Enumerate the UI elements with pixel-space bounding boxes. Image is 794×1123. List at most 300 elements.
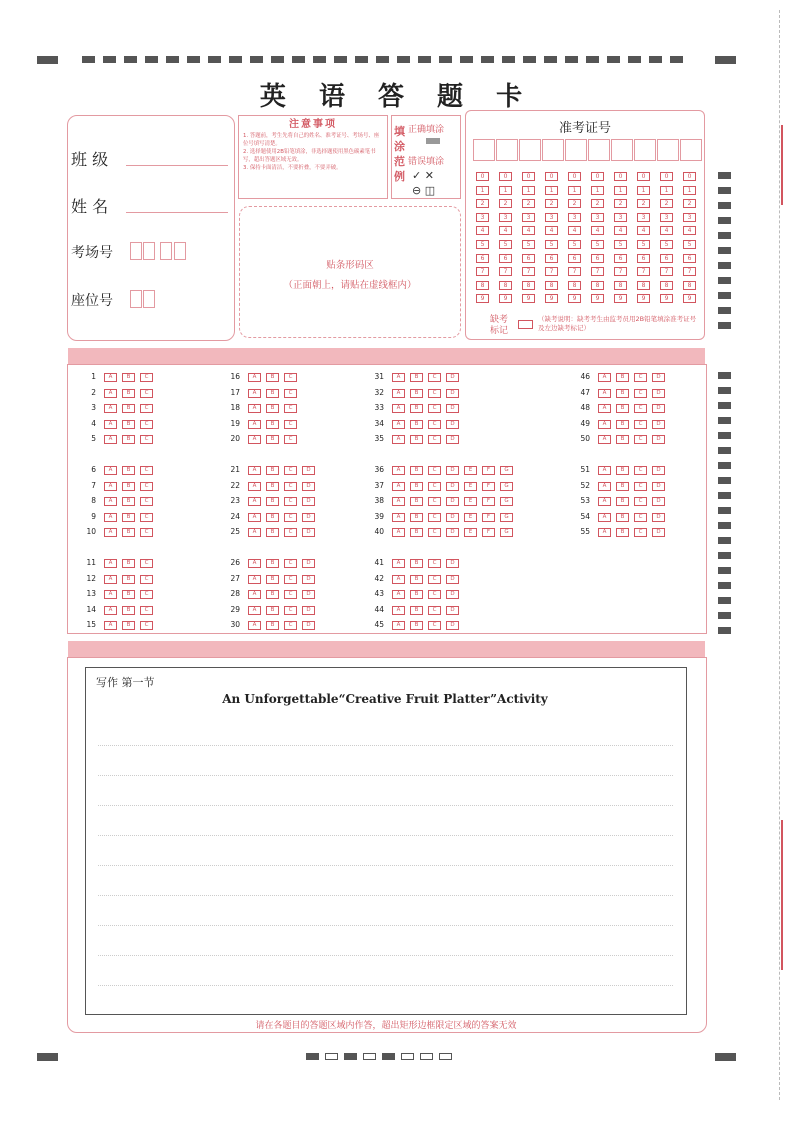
answer-option-bubble[interactable]: B — [616, 482, 629, 491]
answer-option-bubble[interactable]: C — [634, 435, 647, 444]
answer-option-bubble[interactable]: D — [302, 497, 315, 506]
exam-id-digit-bubble[interactable]: 3 — [660, 213, 673, 222]
answer-option-bubble[interactable]: A — [392, 482, 405, 491]
exam-id-digit-bubble[interactable]: 9 — [660, 294, 673, 303]
answer-option-bubble[interactable]: B — [410, 466, 423, 475]
answer-option-bubble[interactable]: D — [446, 373, 459, 382]
answer-option-bubble[interactable]: A — [104, 590, 117, 599]
exam-id-digit-bubble[interactable]: 0 — [499, 172, 512, 181]
exam-id-digit-bubble[interactable]: 2 — [568, 199, 581, 208]
exam-id-digit-bubble[interactable]: 9 — [614, 294, 627, 303]
exam-id-digit-bubble[interactable]: 0 — [568, 172, 581, 181]
exam-id-digit-bubble[interactable]: 6 — [568, 254, 581, 263]
answer-option-bubble[interactable]: B — [616, 528, 629, 537]
answer-option-bubble[interactable]: F — [482, 497, 495, 506]
answer-option-bubble[interactable]: A — [248, 389, 261, 398]
exam-id-entry-box[interactable] — [657, 139, 679, 161]
answer-option-bubble[interactable]: C — [428, 435, 441, 444]
answer-option-bubble[interactable]: B — [122, 373, 135, 382]
answer-option-bubble[interactable]: D — [302, 621, 315, 630]
answer-option-bubble[interactable]: C — [140, 606, 153, 615]
exam-id-digit-bubble[interactable]: 4 — [660, 226, 673, 235]
answer-option-bubble[interactable]: B — [122, 420, 135, 429]
answer-option-bubble[interactable]: C — [428, 528, 441, 537]
exam-id-entry-box[interactable] — [473, 139, 495, 161]
exam-id-digit-bubble[interactable]: 4 — [522, 226, 535, 235]
answer-option-bubble[interactable]: C — [634, 466, 647, 475]
exam-id-digit-bubble[interactable]: 5 — [683, 240, 696, 249]
answer-option-bubble[interactable]: D — [302, 559, 315, 568]
exam-id-digit-bubble[interactable]: 1 — [614, 186, 627, 195]
answer-option-bubble[interactable]: D — [446, 621, 459, 630]
answer-option-bubble[interactable]: B — [410, 575, 423, 584]
answer-option-bubble[interactable]: B — [266, 420, 279, 429]
exam-id-digit-bubble[interactable]: 5 — [660, 240, 673, 249]
answer-option-bubble[interactable]: C — [428, 482, 441, 491]
answer-option-bubble[interactable]: D — [652, 513, 665, 522]
answer-option-bubble[interactable]: A — [598, 482, 611, 491]
answer-option-bubble[interactable]: A — [104, 575, 117, 584]
answer-option-bubble[interactable]: C — [284, 373, 297, 382]
answer-option-bubble[interactable]: C — [140, 621, 153, 630]
answer-option-bubble[interactable]: E — [464, 513, 477, 522]
exam-id-digit-bubble[interactable]: 5 — [568, 240, 581, 249]
answer-option-bubble[interactable]: B — [122, 528, 135, 537]
answer-option-bubble[interactable]: C — [634, 404, 647, 413]
answer-option-bubble[interactable]: A — [248, 404, 261, 413]
exam-id-digit-bubble[interactable]: 7 — [545, 267, 558, 276]
exam-id-digit-bubble[interactable]: 6 — [683, 254, 696, 263]
exam-id-digit-bubble[interactable]: 3 — [683, 213, 696, 222]
answer-option-bubble[interactable]: A — [248, 420, 261, 429]
exam-id-digit-bubble[interactable]: 1 — [522, 186, 535, 195]
exam-id-digit-bubble[interactable]: 4 — [591, 226, 604, 235]
answer-option-bubble[interactable]: C — [284, 404, 297, 413]
exam-id-digit-bubble[interactable]: 4 — [476, 226, 489, 235]
answer-option-bubble[interactable]: C — [140, 466, 153, 475]
answer-option-bubble[interactable]: C — [140, 482, 153, 491]
answer-option-bubble[interactable]: A — [104, 606, 117, 615]
answer-option-bubble[interactable]: B — [122, 513, 135, 522]
answer-option-bubble[interactable]: E — [464, 528, 477, 537]
answer-option-bubble[interactable]: C — [428, 621, 441, 630]
answer-option-bubble[interactable]: D — [302, 590, 315, 599]
answer-option-bubble[interactable]: A — [104, 482, 117, 491]
answer-option-bubble[interactable]: B — [266, 575, 279, 584]
exam-id-digit-bubble[interactable]: 1 — [683, 186, 696, 195]
answer-option-bubble[interactable]: B — [410, 606, 423, 615]
answer-option-bubble[interactable]: A — [598, 528, 611, 537]
answer-option-bubble[interactable]: C — [140, 590, 153, 599]
answer-option-bubble[interactable]: D — [446, 497, 459, 506]
answer-option-bubble[interactable]: C — [140, 404, 153, 413]
exam-id-digit-bubble[interactable]: 7 — [499, 267, 512, 276]
exam-id-digit-bubble[interactable]: 5 — [614, 240, 627, 249]
answer-option-bubble[interactable]: A — [392, 389, 405, 398]
answer-option-bubble[interactable]: B — [266, 590, 279, 599]
answer-option-bubble[interactable]: D — [446, 482, 459, 491]
exam-id-digit-bubble[interactable]: 6 — [545, 254, 558, 263]
exam-id-digit-bubble[interactable]: 7 — [522, 267, 535, 276]
exam-id-digit-bubble[interactable]: 1 — [591, 186, 604, 195]
answer-option-bubble[interactable]: A — [392, 497, 405, 506]
exam-id-digit-bubble[interactable]: 1 — [568, 186, 581, 195]
answer-option-bubble[interactable]: D — [652, 404, 665, 413]
exam-room-box-3[interactable] — [160, 242, 172, 260]
absent-mark-box[interactable] — [518, 320, 533, 329]
exam-id-digit-bubble[interactable]: 2 — [476, 199, 489, 208]
exam-id-digit-bubble[interactable]: 8 — [660, 281, 673, 290]
answer-option-bubble[interactable]: E — [464, 482, 477, 491]
answer-option-bubble[interactable]: B — [266, 482, 279, 491]
answer-option-bubble[interactable]: A — [392, 513, 405, 522]
exam-id-digit-bubble[interactable]: 9 — [568, 294, 581, 303]
answer-option-bubble[interactable]: A — [104, 513, 117, 522]
answer-option-bubble[interactable]: B — [616, 513, 629, 522]
exam-id-digit-bubble[interactable]: 6 — [499, 254, 512, 263]
exam-id-digit-bubble[interactable]: 2 — [545, 199, 558, 208]
answer-option-bubble[interactable]: B — [410, 404, 423, 413]
answer-option-bubble[interactable]: C — [284, 420, 297, 429]
answer-option-bubble[interactable]: C — [284, 482, 297, 491]
answer-option-bubble[interactable]: B — [410, 621, 423, 630]
answer-option-bubble[interactable]: D — [446, 404, 459, 413]
answer-option-bubble[interactable]: B — [122, 575, 135, 584]
answer-option-bubble[interactable]: A — [598, 389, 611, 398]
answer-option-bubble[interactable]: A — [104, 497, 117, 506]
exam-id-digit-bubble[interactable]: 3 — [545, 213, 558, 222]
exam-id-digit-bubble[interactable]: 7 — [614, 267, 627, 276]
answer-option-bubble[interactable]: A — [392, 373, 405, 382]
answer-option-bubble[interactable]: A — [248, 373, 261, 382]
answer-option-bubble[interactable]: C — [284, 513, 297, 522]
answer-option-bubble[interactable]: C — [634, 389, 647, 398]
exam-id-digit-bubble[interactable]: 8 — [591, 281, 604, 290]
exam-id-digit-bubble[interactable]: 9 — [591, 294, 604, 303]
answer-option-bubble[interactable]: C — [284, 435, 297, 444]
exam-id-digit-bubble[interactable]: 7 — [683, 267, 696, 276]
answer-option-bubble[interactable]: C — [284, 389, 297, 398]
exam-id-digit-bubble[interactable]: 5 — [637, 240, 650, 249]
exam-room-box-2[interactable] — [143, 242, 155, 260]
exam-id-digit-bubble[interactable]: 6 — [522, 254, 535, 263]
answer-option-bubble[interactable]: D — [446, 590, 459, 599]
answer-option-bubble[interactable]: C — [140, 528, 153, 537]
exam-id-digit-bubble[interactable]: 6 — [614, 254, 627, 263]
answer-option-bubble[interactable]: B — [410, 590, 423, 599]
exam-id-digit-bubble[interactable]: 0 — [476, 172, 489, 181]
answer-option-bubble[interactable]: D — [446, 528, 459, 537]
answer-option-bubble[interactable]: G — [500, 513, 513, 522]
answer-option-bubble[interactable]: A — [392, 575, 405, 584]
answer-option-bubble[interactable]: A — [392, 404, 405, 413]
answer-option-bubble[interactable]: B — [616, 435, 629, 444]
answer-option-bubble[interactable]: A — [598, 373, 611, 382]
exam-id-digit-bubble[interactable]: 7 — [660, 267, 673, 276]
answer-option-bubble[interactable]: B — [122, 606, 135, 615]
exam-id-digit-bubble[interactable]: 6 — [660, 254, 673, 263]
answer-option-bubble[interactable]: C — [284, 606, 297, 615]
answer-option-bubble[interactable]: B — [266, 373, 279, 382]
exam-id-digit-bubble[interactable]: 0 — [683, 172, 696, 181]
answer-option-bubble[interactable]: G — [500, 482, 513, 491]
answer-option-bubble[interactable]: D — [652, 497, 665, 506]
exam-id-digit-bubble[interactable]: 1 — [545, 186, 558, 195]
answer-option-bubble[interactable]: A — [392, 435, 405, 444]
answer-option-bubble[interactable]: B — [410, 389, 423, 398]
exam-id-digit-bubble[interactable]: 9 — [522, 294, 535, 303]
exam-id-digit-bubble[interactable]: 7 — [637, 267, 650, 276]
exam-id-digit-bubble[interactable]: 0 — [614, 172, 627, 181]
answer-option-bubble[interactable]: A — [104, 621, 117, 630]
answer-option-bubble[interactable]: D — [302, 466, 315, 475]
answer-option-bubble[interactable]: A — [248, 559, 261, 568]
answer-option-bubble[interactable]: A — [104, 389, 117, 398]
answer-option-bubble[interactable]: D — [652, 435, 665, 444]
answer-option-bubble[interactable]: C — [284, 559, 297, 568]
answer-option-bubble[interactable]: D — [446, 389, 459, 398]
answer-option-bubble[interactable]: A — [104, 420, 117, 429]
exam-id-digit-bubble[interactable]: 0 — [591, 172, 604, 181]
name-field[interactable] — [126, 212, 228, 213]
exam-id-digit-bubble[interactable]: 2 — [637, 199, 650, 208]
exam-id-digit-bubble[interactable]: 4 — [568, 226, 581, 235]
answer-option-bubble[interactable]: C — [428, 606, 441, 615]
answer-option-bubble[interactable]: D — [446, 466, 459, 475]
exam-id-digit-bubble[interactable]: 0 — [545, 172, 558, 181]
exam-id-digit-bubble[interactable]: 8 — [637, 281, 650, 290]
answer-option-bubble[interactable]: A — [598, 435, 611, 444]
answer-option-bubble[interactable]: B — [410, 559, 423, 568]
answer-option-bubble[interactable]: C — [428, 466, 441, 475]
answer-option-bubble[interactable]: B — [410, 420, 423, 429]
answer-option-bubble[interactable]: A — [392, 528, 405, 537]
exam-id-digit-bubble[interactable]: 9 — [476, 294, 489, 303]
answer-option-bubble[interactable]: B — [122, 435, 135, 444]
exam-id-entry-box[interactable] — [611, 139, 633, 161]
answer-option-bubble[interactable]: B — [410, 435, 423, 444]
answer-option-bubble[interactable]: C — [140, 420, 153, 429]
exam-id-digit-bubble[interactable]: 3 — [591, 213, 604, 222]
answer-option-bubble[interactable]: A — [248, 482, 261, 491]
answer-option-bubble[interactable]: F — [482, 482, 495, 491]
exam-id-digit-bubble[interactable]: 1 — [476, 186, 489, 195]
answer-option-bubble[interactable]: C — [284, 590, 297, 599]
answer-option-bubble[interactable]: A — [248, 575, 261, 584]
answer-option-bubble[interactable]: F — [482, 528, 495, 537]
answer-option-bubble[interactable]: D — [652, 528, 665, 537]
exam-id-entry-box[interactable] — [634, 139, 656, 161]
answer-option-bubble[interactable]: B — [266, 559, 279, 568]
answer-option-bubble[interactable]: B — [616, 404, 629, 413]
class-field[interactable] — [126, 165, 228, 166]
answer-option-bubble[interactable]: B — [410, 528, 423, 537]
exam-room-box-4[interactable] — [174, 242, 186, 260]
seat-box-1[interactable] — [130, 290, 142, 308]
answer-option-bubble[interactable]: C — [140, 373, 153, 382]
answer-option-bubble[interactable]: C — [634, 420, 647, 429]
exam-id-digit-bubble[interactable]: 4 — [545, 226, 558, 235]
exam-id-entry-box[interactable] — [680, 139, 702, 161]
exam-id-digit-bubble[interactable]: 6 — [591, 254, 604, 263]
answer-option-bubble[interactable]: B — [266, 497, 279, 506]
answer-option-bubble[interactable]: F — [482, 513, 495, 522]
exam-id-digit-bubble[interactable]: 4 — [614, 226, 627, 235]
exam-id-digit-bubble[interactable]: 7 — [568, 267, 581, 276]
answer-option-bubble[interactable]: B — [122, 559, 135, 568]
answer-option-bubble[interactable]: B — [616, 497, 629, 506]
answer-option-bubble[interactable]: C — [140, 389, 153, 398]
answer-option-bubble[interactable]: A — [248, 435, 261, 444]
answer-option-bubble[interactable]: C — [428, 575, 441, 584]
answer-option-bubble[interactable]: A — [104, 373, 117, 382]
exam-id-digit-bubble[interactable]: 3 — [522, 213, 535, 222]
answer-option-bubble[interactable]: C — [634, 497, 647, 506]
answer-option-bubble[interactable]: C — [140, 497, 153, 506]
answer-option-bubble[interactable]: B — [410, 497, 423, 506]
answer-option-bubble[interactable]: C — [634, 513, 647, 522]
exam-id-digit-bubble[interactable]: 1 — [637, 186, 650, 195]
answer-option-bubble[interactable]: C — [634, 482, 647, 491]
answer-option-bubble[interactable]: C — [140, 513, 153, 522]
exam-id-digit-bubble[interactable]: 9 — [499, 294, 512, 303]
answer-option-bubble[interactable]: D — [446, 513, 459, 522]
answer-option-bubble[interactable]: C — [284, 466, 297, 475]
answer-option-bubble[interactable]: A — [248, 513, 261, 522]
exam-id-digit-bubble[interactable]: 8 — [683, 281, 696, 290]
exam-id-entry-box[interactable] — [588, 139, 610, 161]
answer-option-bubble[interactable]: C — [140, 559, 153, 568]
exam-id-digit-bubble[interactable]: 6 — [637, 254, 650, 263]
answer-option-bubble[interactable]: C — [428, 497, 441, 506]
answer-option-bubble[interactable]: A — [248, 466, 261, 475]
answer-option-bubble[interactable]: D — [652, 482, 665, 491]
answer-option-bubble[interactable]: C — [428, 513, 441, 522]
answer-option-bubble[interactable]: B — [266, 606, 279, 615]
answer-option-bubble[interactable]: C — [428, 373, 441, 382]
answer-option-bubble[interactable]: B — [122, 590, 135, 599]
answer-option-bubble[interactable]: A — [598, 513, 611, 522]
answer-option-bubble[interactable]: F — [482, 466, 495, 475]
answer-option-bubble[interactable]: A — [104, 404, 117, 413]
exam-id-digit-bubble[interactable]: 5 — [522, 240, 535, 249]
answer-option-bubble[interactable]: C — [284, 575, 297, 584]
exam-id-entry-box[interactable] — [542, 139, 564, 161]
exam-id-digit-bubble[interactable]: 2 — [614, 199, 627, 208]
exam-id-digit-bubble[interactable]: 5 — [591, 240, 604, 249]
answer-option-bubble[interactable]: G — [500, 466, 513, 475]
answer-option-bubble[interactable]: C — [140, 575, 153, 584]
exam-id-digit-bubble[interactable]: 3 — [637, 213, 650, 222]
answer-option-bubble[interactable]: A — [248, 590, 261, 599]
exam-id-digit-bubble[interactable]: 8 — [522, 281, 535, 290]
exam-id-digit-bubble[interactable]: 2 — [522, 199, 535, 208]
answer-option-bubble[interactable]: D — [302, 513, 315, 522]
answer-option-bubble[interactable]: C — [140, 435, 153, 444]
answer-option-bubble[interactable]: A — [248, 621, 261, 630]
exam-id-digit-bubble[interactable]: 8 — [476, 281, 489, 290]
answer-option-bubble[interactable]: A — [392, 621, 405, 630]
answer-option-bubble[interactable]: B — [410, 373, 423, 382]
answer-option-bubble[interactable]: G — [500, 497, 513, 506]
answer-option-bubble[interactable]: D — [652, 420, 665, 429]
answer-option-bubble[interactable]: A — [392, 420, 405, 429]
answer-option-bubble[interactable]: D — [302, 528, 315, 537]
answer-option-bubble[interactable]: D — [446, 575, 459, 584]
answer-option-bubble[interactable]: B — [266, 621, 279, 630]
answer-option-bubble[interactable]: C — [428, 389, 441, 398]
exam-id-digit-bubble[interactable]: 8 — [568, 281, 581, 290]
answer-option-bubble[interactable]: B — [266, 466, 279, 475]
exam-id-digit-bubble[interactable]: 2 — [660, 199, 673, 208]
answer-option-bubble[interactable]: B — [266, 389, 279, 398]
answer-option-bubble[interactable]: D — [446, 606, 459, 615]
answer-option-bubble[interactable]: B — [266, 404, 279, 413]
answer-option-bubble[interactable]: C — [634, 373, 647, 382]
exam-id-digit-bubble[interactable]: 2 — [683, 199, 696, 208]
answer-option-bubble[interactable]: D — [446, 559, 459, 568]
answer-option-bubble[interactable]: B — [410, 482, 423, 491]
answer-option-bubble[interactable]: D — [446, 435, 459, 444]
answer-option-bubble[interactable]: A — [392, 590, 405, 599]
exam-id-digit-bubble[interactable]: 8 — [614, 281, 627, 290]
exam-id-digit-bubble[interactable]: 4 — [683, 226, 696, 235]
answer-option-bubble[interactable]: A — [392, 606, 405, 615]
answer-option-bubble[interactable]: E — [464, 466, 477, 475]
exam-room-box-1[interactable] — [130, 242, 142, 260]
answer-option-bubble[interactable]: A — [104, 435, 117, 444]
writing-answer-box[interactable] — [85, 667, 687, 1015]
exam-id-digit-bubble[interactable]: 3 — [568, 213, 581, 222]
answer-option-bubble[interactable]: A — [598, 497, 611, 506]
answer-option-bubble[interactable]: D — [302, 575, 315, 584]
answer-option-bubble[interactable]: C — [284, 528, 297, 537]
exam-id-digit-bubble[interactable]: 3 — [614, 213, 627, 222]
answer-option-bubble[interactable]: B — [616, 389, 629, 398]
exam-id-digit-bubble[interactable]: 0 — [522, 172, 535, 181]
answer-option-bubble[interactable]: D — [446, 420, 459, 429]
answer-option-bubble[interactable]: B — [122, 404, 135, 413]
exam-id-digit-bubble[interactable]: 5 — [499, 240, 512, 249]
answer-option-bubble[interactable]: A — [248, 497, 261, 506]
answer-option-bubble[interactable]: B — [616, 420, 629, 429]
answer-option-bubble[interactable]: C — [634, 528, 647, 537]
answer-option-bubble[interactable]: C — [284, 621, 297, 630]
answer-option-bubble[interactable]: G — [500, 528, 513, 537]
answer-option-bubble[interactable]: B — [122, 482, 135, 491]
answer-option-bubble[interactable]: B — [122, 497, 135, 506]
answer-option-bubble[interactable]: C — [428, 590, 441, 599]
exam-id-digit-bubble[interactable]: 7 — [591, 267, 604, 276]
answer-option-bubble[interactable]: B — [266, 528, 279, 537]
answer-option-bubble[interactable]: D — [302, 606, 315, 615]
answer-option-bubble[interactable]: B — [122, 389, 135, 398]
answer-option-bubble[interactable]: D — [302, 482, 315, 491]
exam-id-digit-bubble[interactable]: 4 — [637, 226, 650, 235]
exam-id-digit-bubble[interactable]: 3 — [476, 213, 489, 222]
answer-option-bubble[interactable]: A — [598, 466, 611, 475]
exam-id-digit-bubble[interactable]: 8 — [545, 281, 558, 290]
answer-option-bubble[interactable]: B — [616, 373, 629, 382]
answer-option-bubble[interactable]: A — [104, 466, 117, 475]
exam-id-digit-bubble[interactable]: 0 — [637, 172, 650, 181]
answer-option-bubble[interactable]: A — [248, 528, 261, 537]
exam-id-digit-bubble[interactable]: 7 — [476, 267, 489, 276]
exam-id-digit-bubble[interactable]: 5 — [476, 240, 489, 249]
answer-option-bubble[interactable]: B — [122, 621, 135, 630]
exam-id-digit-bubble[interactable]: 2 — [499, 199, 512, 208]
exam-id-digit-bubble[interactable]: 1 — [499, 186, 512, 195]
